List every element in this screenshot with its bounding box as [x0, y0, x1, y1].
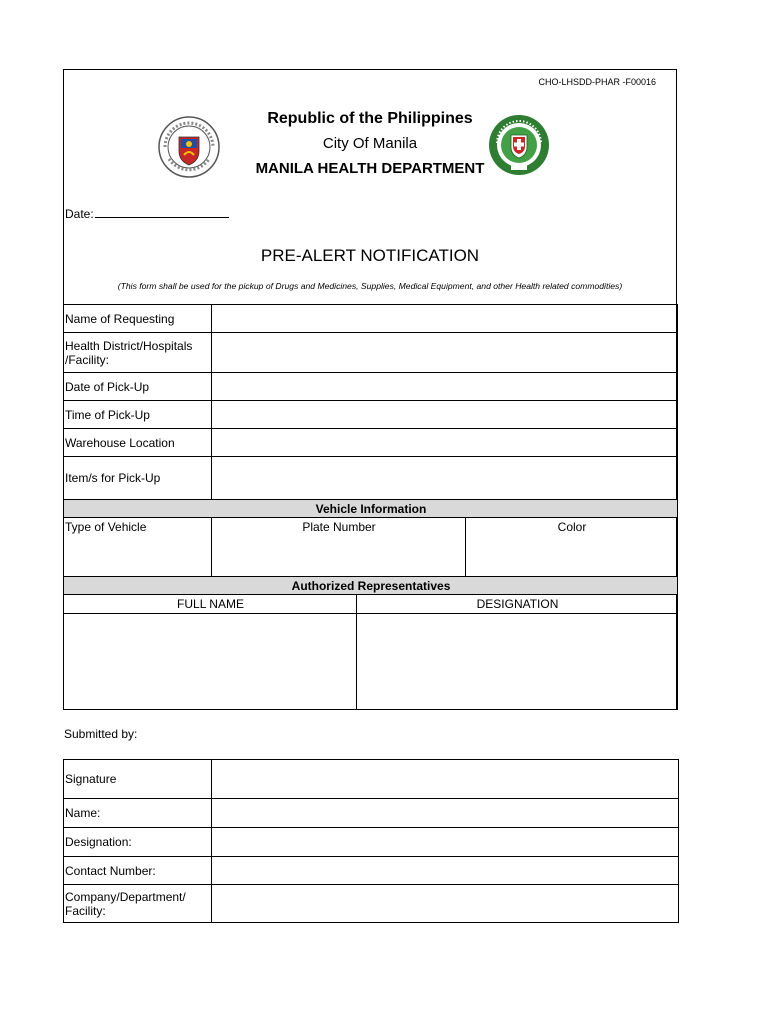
- value-time-of-pickup[interactable]: [212, 401, 678, 429]
- label-contact-number: Contact Number:: [64, 857, 212, 885]
- label-name: Name:: [64, 799, 212, 828]
- label-plate-number[interactable]: Plate Number: [212, 518, 466, 577]
- label-full-name: FULL NAME: [64, 595, 357, 614]
- value-date-of-pickup[interactable]: [212, 373, 678, 401]
- header-city: City Of Manila: [322, 135, 418, 152]
- authorized-representatives-heading: Authorized Representatives: [64, 577, 678, 595]
- health-department-seal-icon: [487, 113, 551, 177]
- label-designation: DESIGNATION: [357, 595, 678, 614]
- label-warehouse-location: Warehouse Location: [64, 429, 212, 457]
- value-name[interactable]: [212, 799, 679, 828]
- label-time-of-pickup: Time of Pick-Up: [64, 401, 212, 429]
- value-warehouse-location[interactable]: [212, 429, 678, 457]
- date-label: Date:: [65, 207, 94, 221]
- label-items-for-pickup: Item/s for Pick-Up: [64, 457, 212, 500]
- vehicle-information-heading: Vehicle Information: [64, 500, 678, 518]
- label-submitter-designation: Designation:: [64, 828, 212, 857]
- value-company[interactable]: [212, 885, 679, 923]
- value-name-of-requesting[interactable]: [212, 305, 678, 333]
- value-contact-number[interactable]: [212, 857, 679, 885]
- value-submitter-designation[interactable]: [212, 828, 679, 857]
- date-field[interactable]: [65, 206, 229, 221]
- label-signature: Signature: [64, 760, 212, 799]
- form-code: CHO-LHSDD-PHAR -F00016: [538, 77, 656, 87]
- label-type-of-vehicle[interactable]: Type of Vehicle: [64, 518, 212, 577]
- value-full-name[interactable]: [64, 614, 357, 710]
- value-health-district[interactable]: [212, 333, 678, 373]
- value-items-for-pickup[interactable]: [212, 457, 678, 500]
- label-company: Company/Department/ Facility:: [64, 885, 212, 923]
- submitted-by-label: Submitted by:: [64, 727, 138, 741]
- date-line[interactable]: [95, 206, 229, 218]
- form-sheet: [63, 69, 677, 710]
- value-signature[interactable]: [212, 760, 679, 799]
- label-name-of-requesting: Name of Requesting: [64, 305, 212, 333]
- label-health-district: Health District/Hospitals /Facility:: [64, 333, 212, 373]
- value-designation[interactable]: [357, 614, 678, 710]
- form-note: (This form shall be used for the pickup of Drugs and Medicines, Supplies, Medical Equipment, and other Health related commodities): [117, 281, 623, 291]
- request-table: [63, 304, 678, 710]
- label-date-of-pickup: Date of Pick-Up: [64, 373, 212, 401]
- header-republic: Republic of the Philippines: [267, 110, 473, 127]
- label-color[interactable]: Color: [466, 518, 678, 577]
- submitter-table: [63, 759, 679, 923]
- form-title: PRE-ALERT NOTIFICATION: [260, 246, 480, 265]
- header-department: MANILA HEALTH DEPARTMENT: [255, 160, 485, 177]
